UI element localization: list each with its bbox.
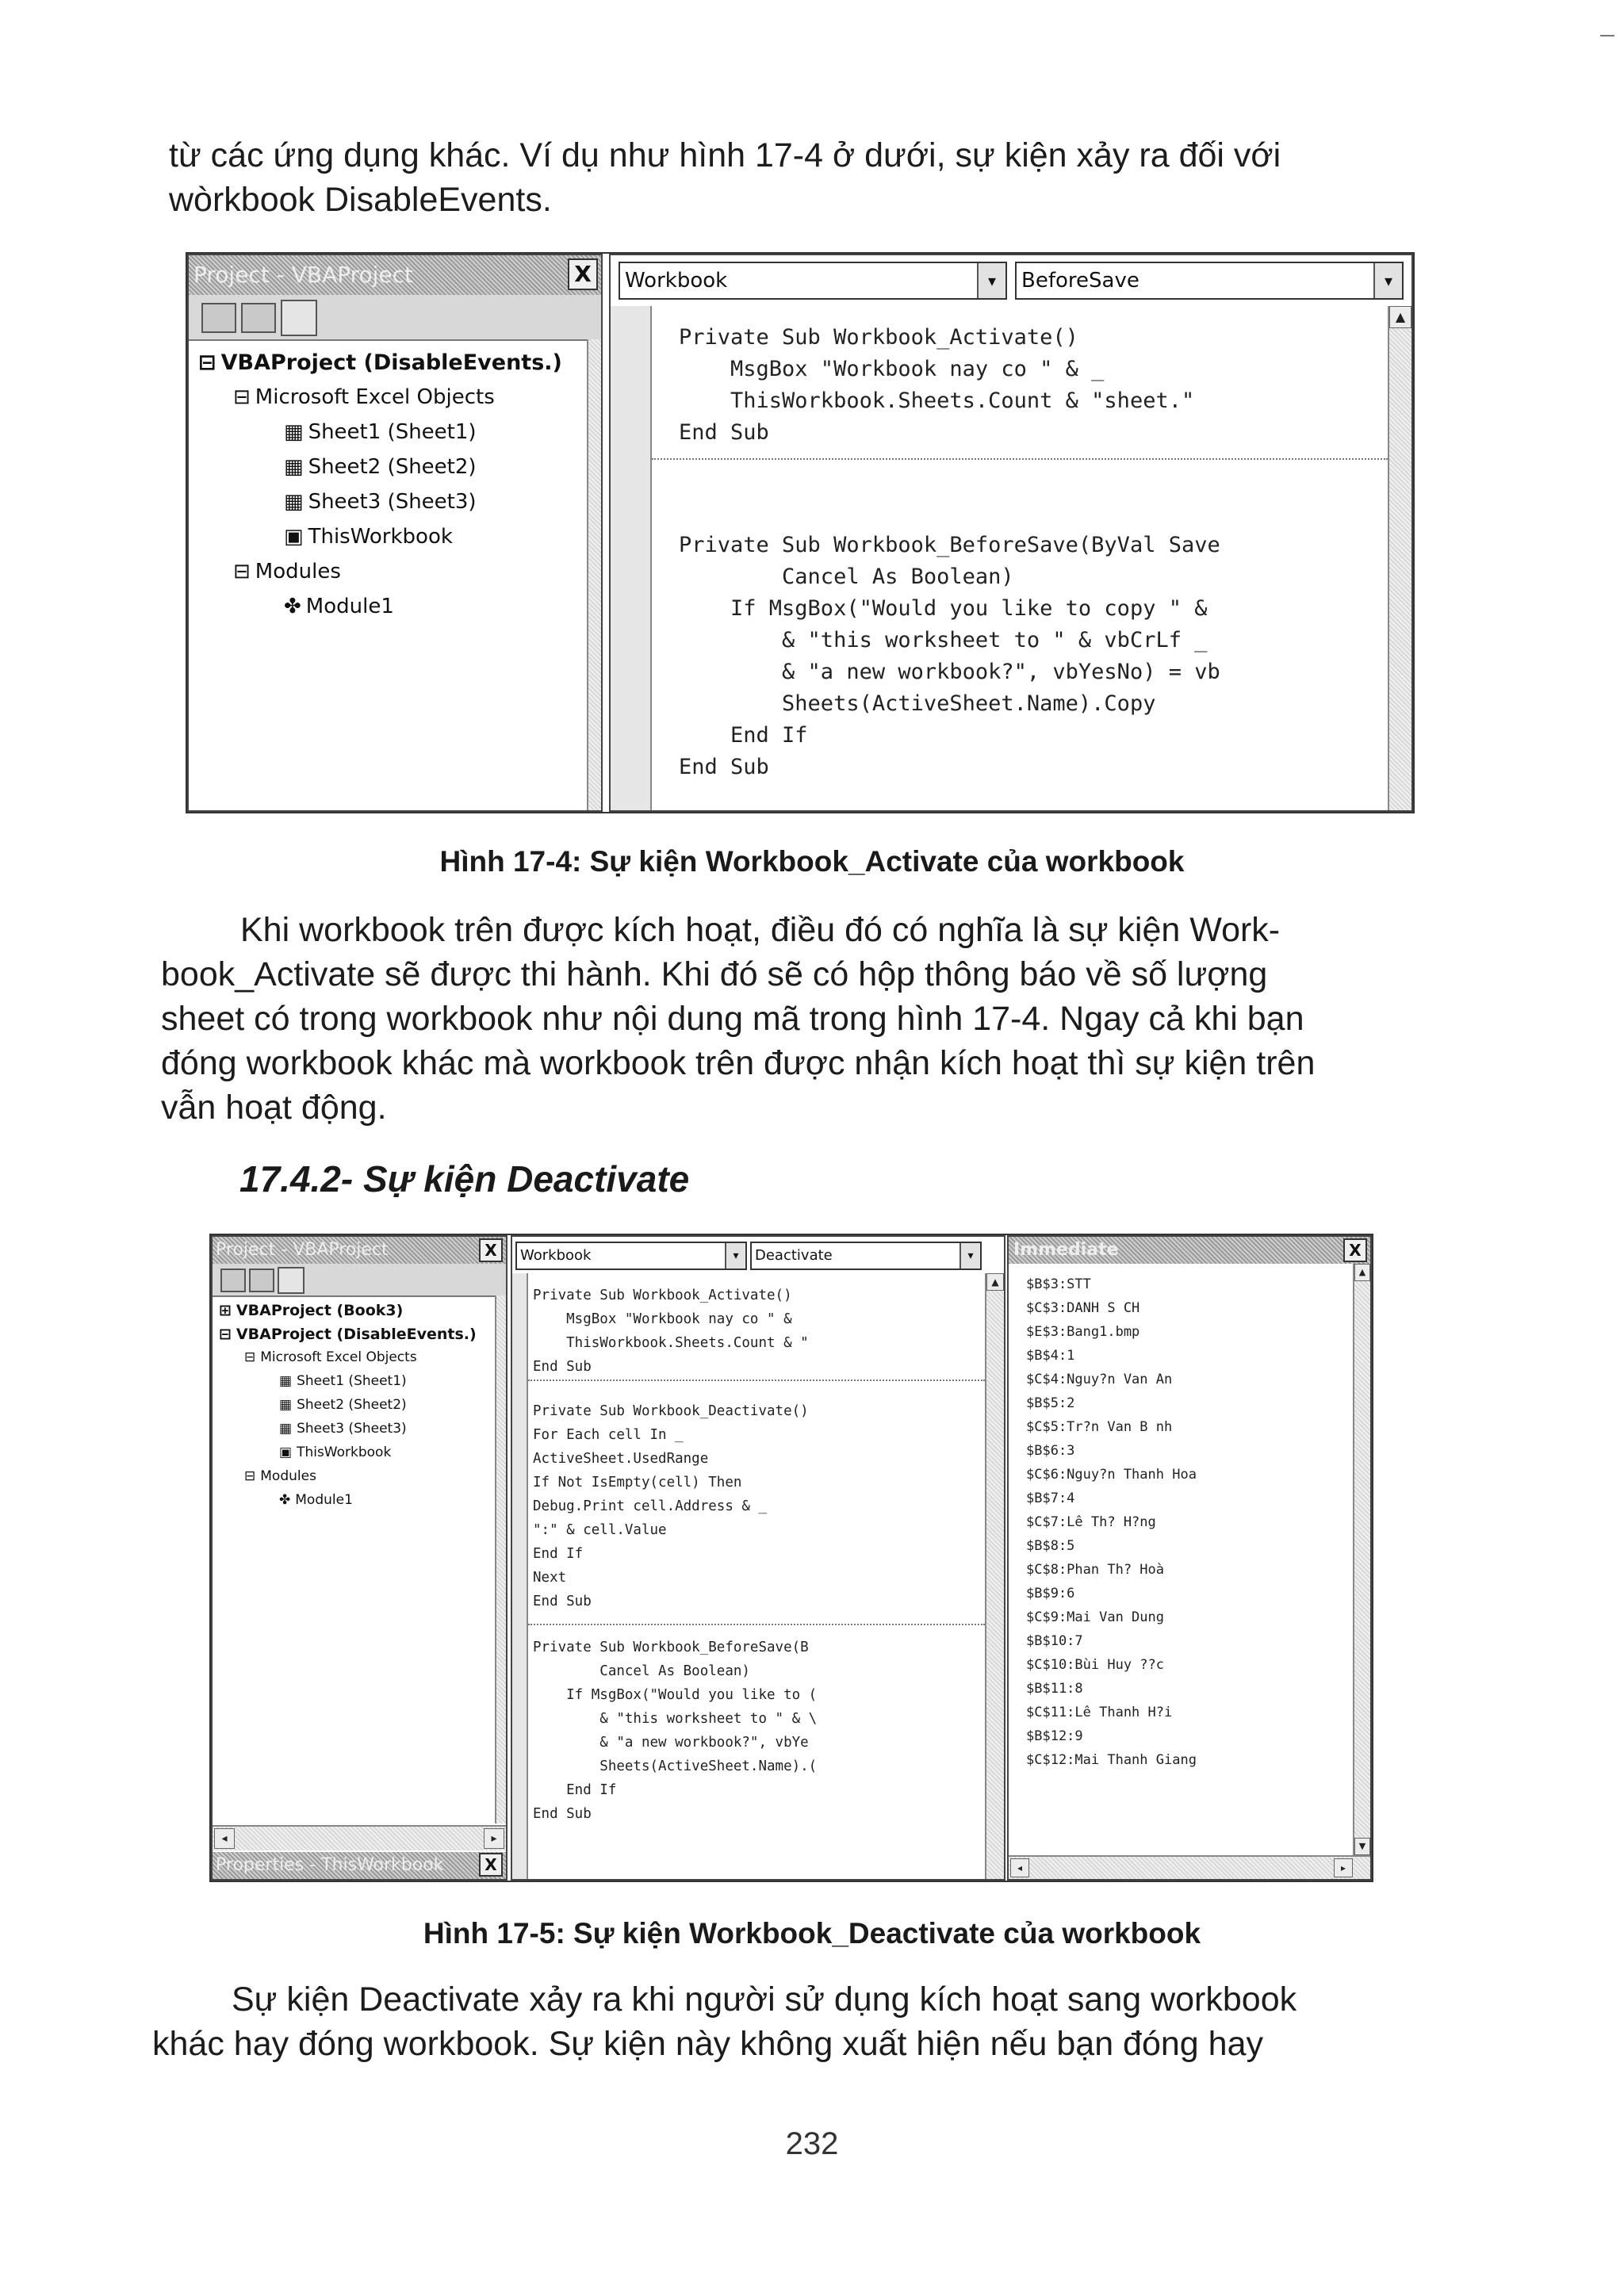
collapse-icon[interactable]: ⊟ bbox=[198, 350, 216, 375]
sheet-icon: ▦ bbox=[279, 1421, 293, 1437]
sheet-icon: ▦ bbox=[284, 490, 304, 514]
code-line: Cancel As Boolean) bbox=[533, 1663, 750, 1679]
sheet-icon: ▦ bbox=[284, 420, 304, 444]
immediate-scrollbar[interactable] bbox=[1353, 1264, 1370, 1855]
code-line: End Sub bbox=[679, 755, 769, 779]
code-block-beforesave bbox=[533, 1640, 818, 1822]
body-paragraph bbox=[161, 908, 1315, 1130]
code-line: If MsgBox("Would you like to copy " & bbox=[679, 596, 1208, 621]
scroll-up-icon[interactable]: ▲ bbox=[986, 1273, 1004, 1291]
code-line: Debug.Print cell.Address & _ bbox=[533, 1498, 768, 1514]
toggle-folders-button[interactable] bbox=[281, 300, 317, 336]
code-line: If MsgBox("Would you like to ( bbox=[533, 1687, 818, 1703]
procedure-separator bbox=[528, 1624, 985, 1625]
code-line: Cancel As Boolean) bbox=[679, 564, 1014, 589]
code-line: Private Sub Workbook_BeforeSave(ByVal Save bbox=[679, 533, 1220, 557]
project-explorer-title: Project - VBAProject bbox=[193, 262, 414, 288]
code-margin bbox=[611, 306, 652, 810]
project-scrollbar[interactable] bbox=[587, 339, 601, 810]
view-object-button[interactable] bbox=[249, 1269, 274, 1292]
output-line: $B$6:3 bbox=[1026, 1443, 1075, 1459]
code-line: If Not IsEmpty(cell) Then bbox=[533, 1475, 742, 1490]
workbook-icon: ▣ bbox=[279, 1445, 293, 1460]
tree-node-module1[interactable]: ✤ Module1 bbox=[284, 595, 394, 618]
tree-node-sheet1[interactable]: ▦ Sheet1 (Sheet1) bbox=[279, 1373, 407, 1389]
output-line: $C$10:Bùi Huy ??c bbox=[1026, 1657, 1164, 1673]
code-line: End Sub bbox=[533, 1594, 592, 1609]
figure-caption: Hình 17-4: Sự kiện Workbook_Activate của workbook bbox=[439, 845, 1185, 878]
code-line: End If bbox=[533, 1782, 617, 1798]
folder-icon: ⊟ bbox=[244, 1349, 256, 1365]
code-line: For Each cell In _ bbox=[533, 1427, 684, 1443]
output-line: $B$9:6 bbox=[1026, 1586, 1075, 1601]
tree-node-vbaproject[interactable]: ⊟ VBAProject (DisableEvents.) bbox=[198, 350, 562, 375]
immediate-title: Immediate bbox=[1013, 1240, 1119, 1260]
code-line: Private Sub Workbook_Deactivate() bbox=[533, 1403, 809, 1419]
workbook-icon: ▣ bbox=[284, 525, 304, 549]
code-margin bbox=[512, 1273, 528, 1879]
immediate-output[interactable] bbox=[1026, 1276, 1197, 1768]
object-combo[interactable]: Workbook ▾ bbox=[515, 1242, 747, 1270]
folder-icon: ⊟ bbox=[233, 385, 251, 409]
output-line: $C$3:DANH S CH bbox=[1026, 1300, 1140, 1316]
project-tree bbox=[189, 342, 587, 810]
properties-title: Properties - ThisWorkbook bbox=[216, 1855, 444, 1875]
view-object-button[interactable] bbox=[241, 303, 276, 333]
code-line: Next bbox=[533, 1570, 567, 1586]
code-scrollbar[interactable] bbox=[985, 1273, 1004, 1879]
module-icon: ✤ bbox=[279, 1492, 291, 1508]
output-line: $C$7:Lê Th? H?ng bbox=[1026, 1514, 1156, 1530]
tree-node-excel-objects[interactable]: ⊟ Microsoft Excel Objects bbox=[244, 1349, 417, 1365]
text-line: wòrkbook DisableEvents. bbox=[169, 181, 552, 219]
output-line: $B$8:5 bbox=[1026, 1538, 1075, 1554]
code-line: End Sub bbox=[533, 1806, 592, 1822]
code-line: Sheets(ActiveSheet.Name).Copy bbox=[679, 691, 1156, 716]
module-icon: ✤ bbox=[284, 595, 301, 618]
code-line: ":" & cell.Value bbox=[533, 1522, 667, 1538]
immediate-titlebar[interactable] bbox=[1009, 1237, 1370, 1264]
scroll-right-icon[interactable]: ▸ bbox=[484, 1828, 504, 1849]
output-line: $C$9:Mai Van Dung bbox=[1026, 1609, 1164, 1625]
close-button[interactable]: X bbox=[1343, 1238, 1367, 1262]
collapse-icon[interactable]: ⊟ bbox=[219, 1326, 232, 1343]
code-line: & "this worksheet to " & vbCrLf _ bbox=[679, 628, 1208, 652]
project-explorer-title: Project - VBAProject bbox=[216, 1240, 389, 1260]
project-explorer-window bbox=[187, 254, 603, 812]
output-line: $B$7:4 bbox=[1026, 1490, 1075, 1506]
text-line: Sự kiện Deactivate xảy ra khi người sử dụng kích hoạt sang workbook bbox=[232, 1980, 1297, 2019]
code-line: ActiveSheet.UsedRange bbox=[533, 1451, 709, 1467]
tree-node-thisworkbook[interactable]: ▣ ThisWorkbook bbox=[279, 1445, 392, 1460]
object-combo[interactable]: Workbook ▾ bbox=[619, 262, 1007, 300]
code-line: End Sub bbox=[679, 420, 769, 445]
code-block-beforesave bbox=[679, 533, 1220, 779]
text-line: khác hay đóng workbook. Sự kiện này không xuất hiện nếu bạn đóng hay bbox=[152, 2025, 1263, 2063]
immediate-hscrollbar[interactable] bbox=[1009, 1855, 1370, 1879]
project-toolbar bbox=[189, 295, 601, 341]
text-line: từ các ứng dụng khác. Ví dụ như hình 17-4 ở dưới, sự kiện xảy ra đối với bbox=[169, 136, 1281, 174]
tree-node-vbaproject-book3[interactable]: ⊞ VBAProject (Book3) bbox=[219, 1302, 404, 1319]
code-window bbox=[609, 254, 1413, 812]
chevron-down-icon[interactable]: ▾ bbox=[725, 1243, 745, 1269]
tree-node-sheet3[interactable]: ▦ Sheet3 (Sheet3) bbox=[279, 1421, 407, 1437]
section-heading: 17.4.2- Sự kiện Deactivate bbox=[239, 1158, 690, 1200]
code-line: ThisWorkbook.Sheets.Count & " bbox=[533, 1335, 809, 1351]
code-line: Private Sub Workbook_Activate() bbox=[679, 325, 1078, 350]
tree-node-sheet3[interactable]: ▦ Sheet3 (Sheet3) bbox=[284, 490, 477, 514]
code-block-activate bbox=[679, 325, 1195, 473]
code-line: & "a new workbook?", vbYe bbox=[533, 1735, 809, 1751]
code-line: MsgBox "Workbook nay co " & bbox=[533, 1311, 792, 1327]
page-number: 232 bbox=[785, 2126, 839, 2161]
output-line: $C$12:Mai Thanh Giang bbox=[1026, 1752, 1197, 1768]
sheet-icon: ▦ bbox=[279, 1373, 293, 1389]
tree-node-sheet2[interactable]: ▦ Sheet2 (Sheet2) bbox=[279, 1397, 407, 1413]
code-line: Sheets(ActiveSheet.Name).( bbox=[533, 1758, 818, 1774]
chevron-down-icon[interactable]: ▾ bbox=[977, 263, 1005, 298]
view-code-button[interactable] bbox=[201, 303, 236, 333]
project-scrollbar[interactable] bbox=[495, 1295, 506, 1823]
close-button[interactable]: X bbox=[479, 1238, 503, 1262]
tree-node-modules[interactable]: ⊟ Modules bbox=[244, 1468, 316, 1484]
text-line: sheet có trong workbook như nội dung mã trong hình 17-4. Ngay cả khi bạn bbox=[161, 1000, 1304, 1038]
project-toolbar bbox=[213, 1264, 506, 1297]
close-button[interactable]: X bbox=[568, 258, 598, 290]
procedure-separator bbox=[652, 458, 1388, 460]
procedure-combo[interactable]: BeforeSave ▾ bbox=[1015, 262, 1404, 300]
body-paragraph bbox=[152, 1977, 1297, 2066]
figure-17-5-screenshot bbox=[209, 1234, 1373, 1882]
folder-icon: ⊟ bbox=[244, 1468, 256, 1484]
output-line: $C$4:Nguy?n Van An bbox=[1026, 1372, 1173, 1387]
output-line: $B$3:STT bbox=[1026, 1276, 1091, 1292]
project-explorer-titlebar[interactable] bbox=[189, 255, 601, 295]
output-line: $C$6:Nguy?n Thanh Hoa bbox=[1026, 1467, 1197, 1483]
toggle-folders-button[interactable] bbox=[278, 1267, 304, 1294]
project-tree bbox=[213, 1297, 495, 1823]
code-block-deactivate bbox=[533, 1403, 809, 1609]
properties-titlebar[interactable] bbox=[213, 1852, 506, 1879]
project-explorer-titlebar[interactable] bbox=[213, 1237, 506, 1264]
close-button[interactable]: X bbox=[479, 1853, 503, 1877]
output-line: $B$11:8 bbox=[1026, 1681, 1083, 1697]
tree-node-vbaproject[interactable]: ⊟ VBAProject (DisableEvents.) bbox=[219, 1326, 477, 1343]
view-code-button[interactable] bbox=[220, 1269, 246, 1292]
tree-node-sheet2[interactable]: ▦ Sheet2 (Sheet2) bbox=[284, 455, 477, 479]
code-line: Private Sub Workbook_Activate() bbox=[533, 1288, 792, 1303]
figure-caption: Hình 17-5: Sự kiện Workbook_Deactivate của workbook bbox=[423, 1917, 1201, 1950]
code-line: End Sub bbox=[533, 1359, 592, 1375]
figure-17-4-screenshot bbox=[186, 252, 1415, 813]
project-explorer-window bbox=[211, 1235, 508, 1881]
code-line: & "this worksheet to " & \ bbox=[533, 1711, 818, 1727]
output-line: $C$8:Phan Th? Hoà bbox=[1026, 1562, 1164, 1578]
tree-node-excel-objects[interactable]: ⊟ Microsoft Excel Objects bbox=[233, 385, 495, 409]
output-line: $B$5:2 bbox=[1026, 1395, 1075, 1411]
code-block-activate bbox=[533, 1288, 809, 1383]
tree-node-module1[interactable]: ✤ Module1 bbox=[279, 1492, 353, 1508]
scroll-up-icon[interactable]: ▲ bbox=[1389, 306, 1411, 328]
sheet-icon: ▦ bbox=[279, 1397, 293, 1413]
tree-node-modules[interactable]: ⊟ Modules bbox=[233, 560, 341, 584]
code-line: Private Sub Workbook_BeforeSave(B bbox=[533, 1640, 809, 1655]
code-line: & "a new workbook?", vbYesNo) = vb bbox=[679, 660, 1220, 684]
text-line: Khi workbook trên được kích hoạt, điều đó có nghĩa là sự kiện Work- bbox=[240, 911, 1281, 949]
code-window bbox=[511, 1235, 1005, 1881]
corner-mark bbox=[1600, 35, 1614, 36]
code-line: End If bbox=[679, 723, 808, 748]
code-scrollbar[interactable] bbox=[1388, 306, 1411, 810]
folder-icon: ⊟ bbox=[233, 560, 251, 584]
scroll-left-icon[interactable]: ◂ bbox=[214, 1828, 235, 1849]
sheet-icon: ▦ bbox=[284, 455, 304, 479]
text-line: đóng workbook khác mà workbook trên được nhận kích hoạt thì sự kiện trên bbox=[161, 1044, 1316, 1082]
output-line: $C$11:Lê Thanh H?i bbox=[1026, 1705, 1173, 1720]
scroll-right-icon[interactable]: ▸ bbox=[1334, 1858, 1353, 1877]
output-line: $E$3:Bang1.bmp bbox=[1026, 1324, 1140, 1340]
text-line: book_Activate sẽ được thi hành. Khi đó sẽ có hộp thông báo về số lượng bbox=[161, 955, 1268, 993]
output-line: $B$4:1 bbox=[1026, 1348, 1075, 1364]
chevron-down-icon[interactable]: ▾ bbox=[959, 1243, 980, 1269]
scroll-up-icon[interactable]: ▲ bbox=[1354, 1264, 1370, 1281]
code-line: MsgBox "Workbook nay co " & _ bbox=[679, 357, 1105, 381]
code-line: End If bbox=[533, 1546, 584, 1562]
project-hscrollbar[interactable] bbox=[213, 1825, 506, 1850]
procedure-combo[interactable]: Deactivate ▾ bbox=[750, 1242, 982, 1270]
procedure-separator bbox=[528, 1380, 985, 1381]
top-paragraph bbox=[169, 133, 1281, 222]
output-line: $B$10:7 bbox=[1026, 1633, 1083, 1649]
chevron-down-icon[interactable]: ▾ bbox=[1373, 263, 1402, 298]
output-line: $C$5:Tr?n Van B nh bbox=[1026, 1419, 1173, 1435]
scroll-down-icon[interactable]: ▼ bbox=[1354, 1838, 1370, 1855]
expand-icon[interactable]: ⊞ bbox=[219, 1302, 232, 1319]
scroll-left-icon[interactable]: ◂ bbox=[1010, 1858, 1029, 1877]
text-line: vẫn hoạt động. bbox=[161, 1089, 387, 1127]
tree-node-thisworkbook[interactable]: ▣ ThisWorkbook bbox=[284, 525, 453, 549]
output-line: $B$12:9 bbox=[1026, 1728, 1083, 1744]
code-line: ThisWorkbook.Sheets.Count & "sheet." bbox=[679, 388, 1195, 413]
tree-node-sheet1[interactable]: ▦ Sheet1 (Sheet1) bbox=[284, 420, 477, 444]
immediate-window bbox=[1007, 1235, 1372, 1881]
